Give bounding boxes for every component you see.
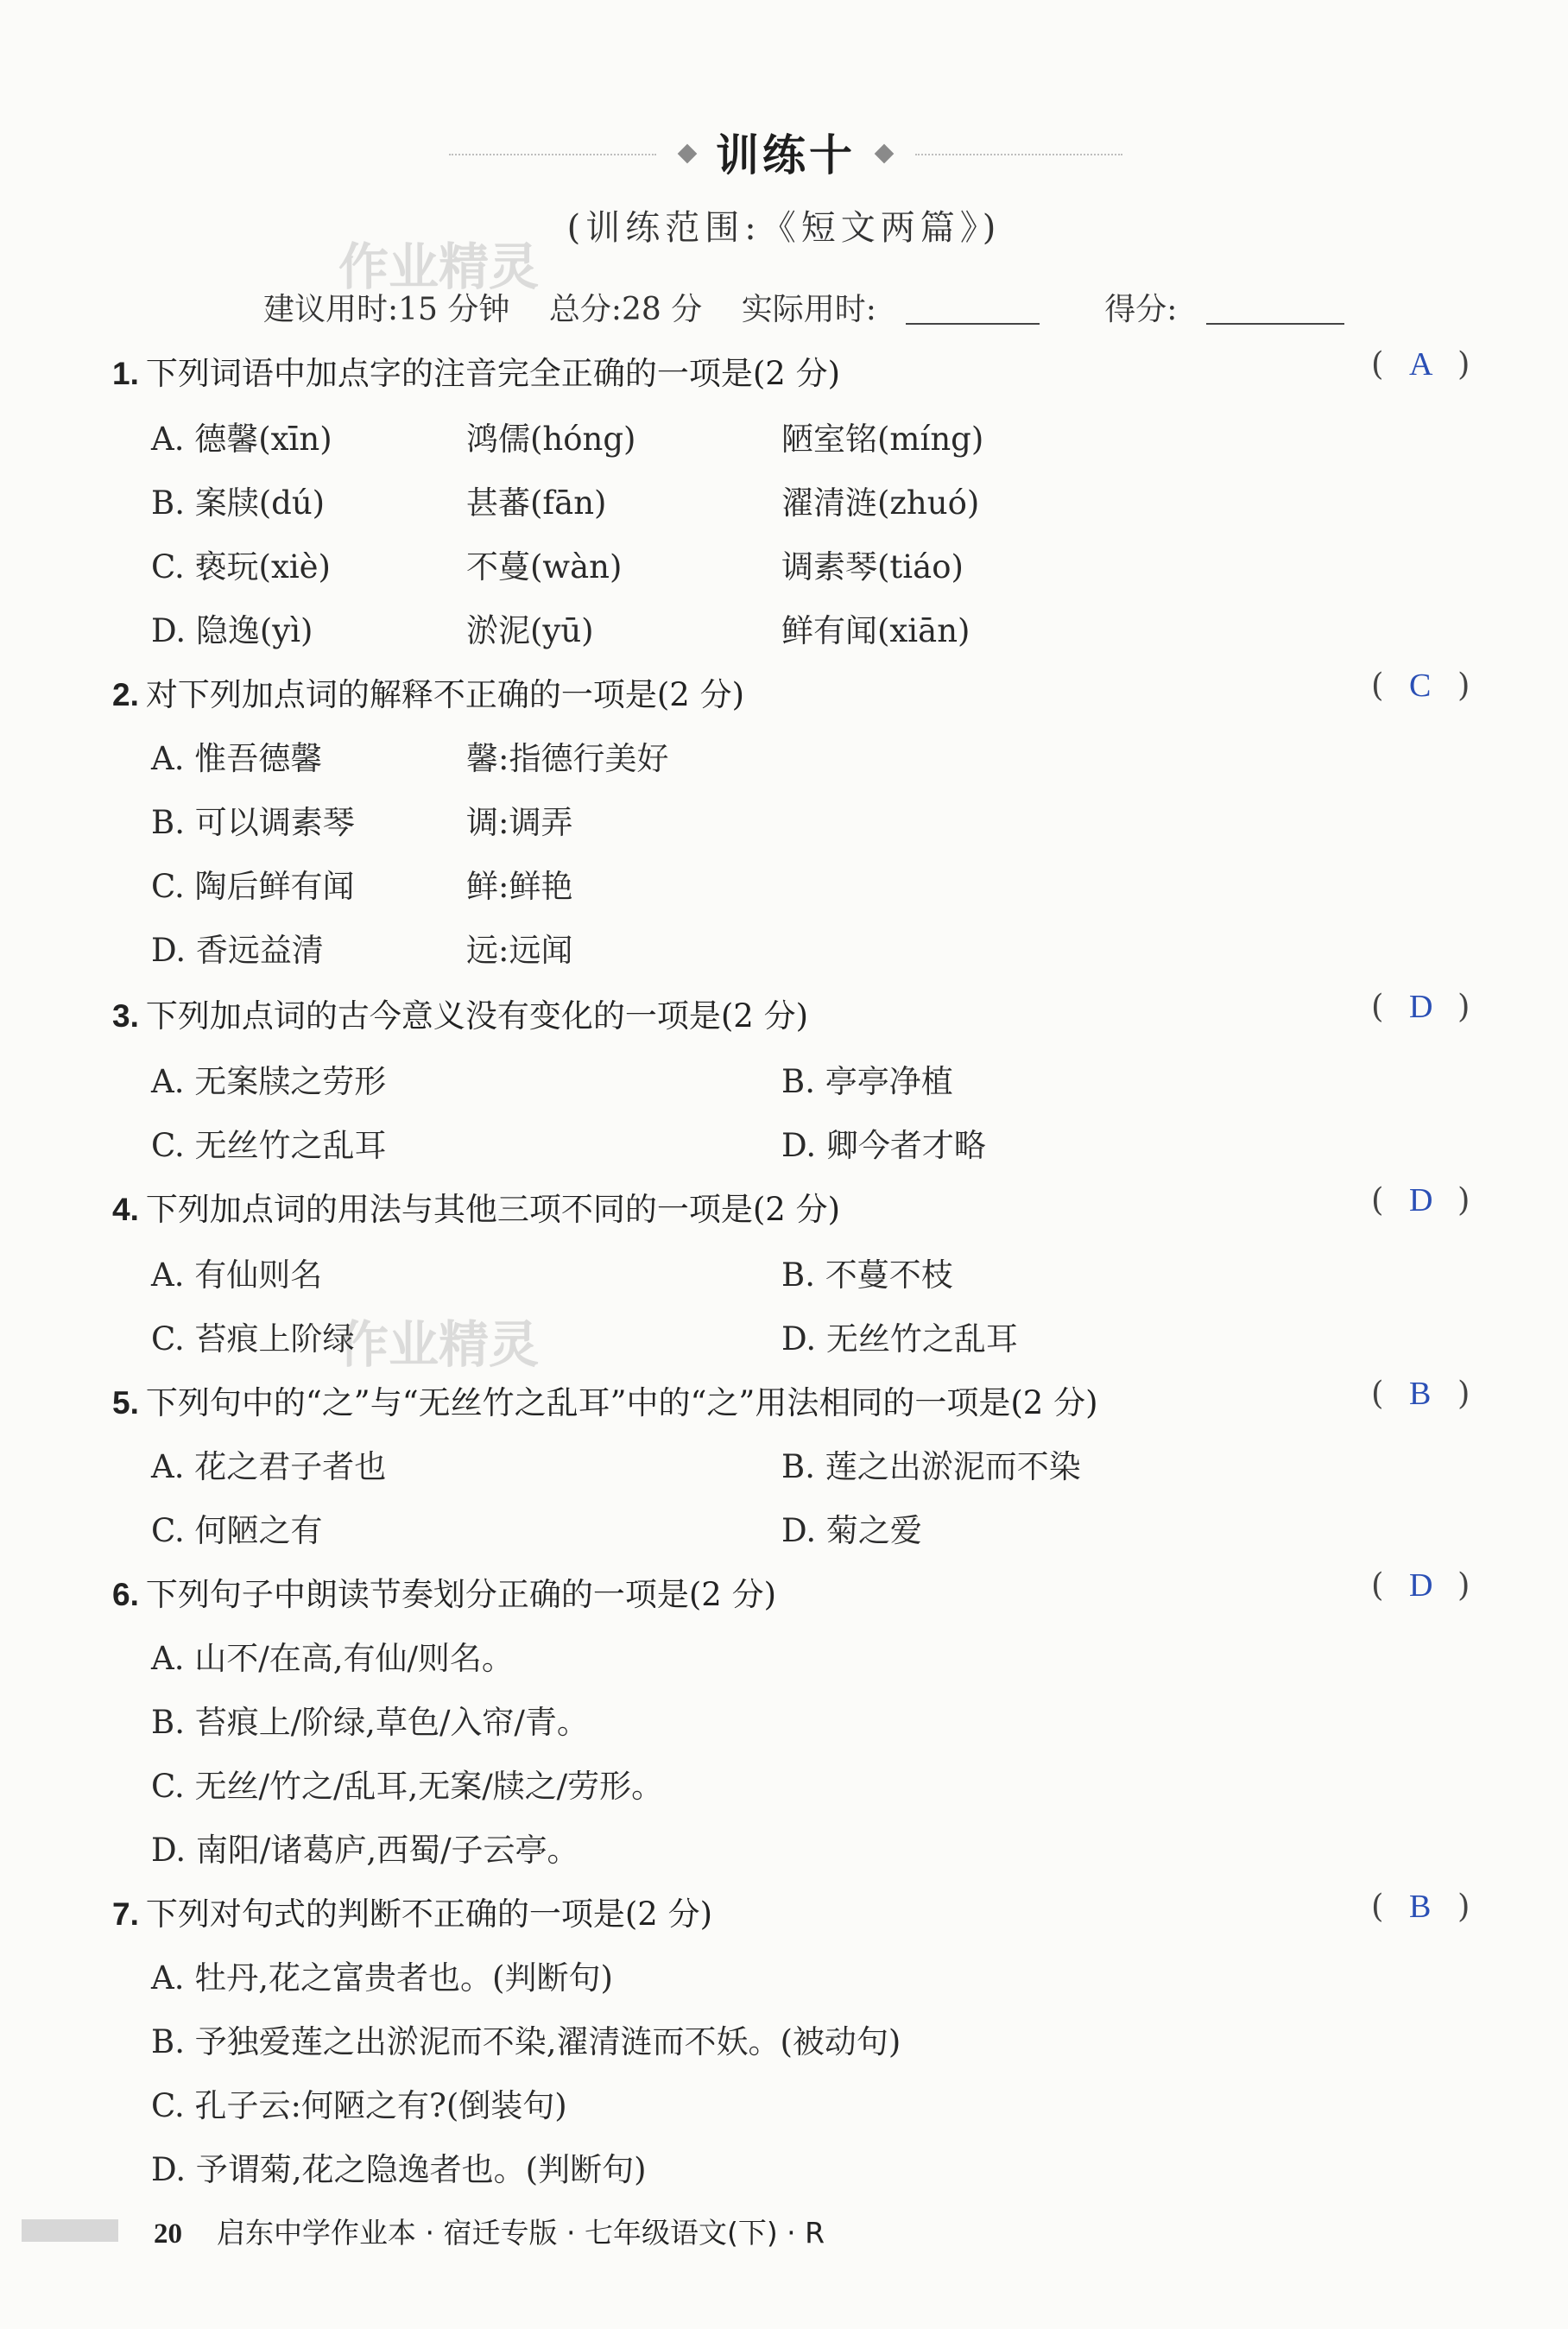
actual-time-label: 实际用时: — [741, 292, 876, 327]
total-score: 总分:28 分 — [548, 292, 703, 327]
meta-row — [263, 285, 1374, 329]
option: D. 香远益清 — [151, 932, 324, 969]
option: B. 不蔓不枝 — [781, 1256, 953, 1294]
question-stem: 2. 对下列加点词的解释不正确的一项是(2 分) — [112, 676, 745, 713]
option: A. 无案牍之劳形 — [151, 1063, 387, 1100]
option-explanation: 远:远闻 — [466, 932, 573, 969]
question-stem: 3. 下列加点词的古今意义没有变化的一项是(2 分) — [112, 997, 809, 1035]
answer-value: D — [1409, 989, 1433, 1025]
divider — [915, 154, 1122, 155]
option: A. 花之君子者也 — [151, 1448, 387, 1485]
option: A. 有仙则名 — [151, 1256, 323, 1294]
worksheet-page: 作业精灵 作业精灵 训练十 (训练范围:《短文两篇》) 建议用时:15 分钟 总分:28 分 实际用时: 得分: 1. 下列词语中加点字的注音完全正确的一项是(2 分) ( A ) A. 德馨(xīn) 鸿儒(hóng) 陋室铭(míng) B. 案牍(dú) 甚蕃(fān) 濯清涟(zhuó) C. 亵玩(xiè) 不蔓(wàn) 调素琴(tiáo) D. 隐逸(yì) 淤泥(yū) 鲜有闻(xiān) 2. 对下列加点词的解释不正确的一项是(2 分) ( C ) A. 惟吾德馨 馨:指德行美好 B. 可以调素琴 调:调弄 C. 陶后鲜有闻 鲜:鲜艳 D. 香远益清 远:远闻 3. 下列加点词的古今意义没有变化的一项是(2 分) ( D ) A. 无案牍之劳形 B. 亭亭净植 C. 无丝竹之乱耳 D. 卿今者才略 4. 下列加点词的用法与其他三项不同的一项是(2 分) ( D ) A. 有仙则名 B. 不蔓不枝 C. 苔痕上阶绿 D. 无丝竹之乱耳 5. 下列句中的“之”与“无丝竹之乱耳”中的“之”用法相同的一项是(2 分) ( B ) A. 花之君子者也 B. 莲之出淤泥而不染 C. 何陋之有 D. 菊之爱 6. 下列句子中朗读节奏划分正确的一项是(2 分) ( D ) A. 山不/在高,有仙/则名。 B. 苔痕上/阶绿,草色/入帘/青。 C. 无丝/竹之/乱耳,无案/牍之/劳形。 D. 南阳/诸葛庐,西蜀/子云亭。 7. 下列对句式的判断不正确的一项是(2 分) ( B ) A. 牡丹,花之富贵者也。(判断句) B. 予独爱莲之出淤泥而不染,濯清涟而不妖。(被动句) C. 孔子云:何陋之有?(倒装句) D. 予谓菊,花之隐逸者也。(判断句) 20 启东中学作业本 · 宿迁专版 · 七年级语文(下) · R — [0, 0, 1568, 2329]
answer-value: A — [1409, 346, 1433, 383]
answer-value: D — [1409, 1567, 1433, 1604]
option: 鸿儒(hóng) — [466, 421, 636, 458]
option: D. 菊之爱 — [781, 1512, 922, 1549]
score-field[interactable] — [1206, 323, 1344, 325]
option: A. 德馨(xīn) — [151, 421, 332, 458]
footer-bar — [22, 2219, 118, 2242]
option: D. 隐逸(yì) — [151, 612, 313, 649]
answer-value: B — [1409, 1889, 1432, 1925]
option: 鲜有闻(xiān) — [781, 612, 971, 649]
option: D. 南阳/诸葛庐,西蜀/子云亭。 — [151, 1832, 579, 1869]
option: 甚蕃(fān) — [466, 484, 607, 522]
option: C. 孔子云:何陋之有?(倒装句) — [151, 2087, 567, 2124]
option: D. 无丝竹之乱耳 — [781, 1320, 1018, 1358]
title-row — [449, 121, 1122, 181]
option: 濯清涟(zhuó) — [781, 484, 980, 522]
option: C. 无丝/竹之/乱耳,无案/牍之/劳形。 — [151, 1768, 664, 1805]
page-title: 训练十 — [716, 130, 856, 180]
page-footer — [154, 2211, 825, 2251]
option: D. 予谓菊,花之隐逸者也。(判断句) — [151, 2151, 647, 2188]
answer-value: D — [1409, 1182, 1433, 1218]
option: 淤泥(yū) — [466, 612, 594, 649]
question-stem: 7. 下列对句式的判断不正确的一项是(2 分) — [112, 1895, 713, 1933]
question-stem: 5. 下列句中的“之”与“无丝竹之乱耳”中的“之”用法相同的一项是(2 分) — [112, 1384, 1098, 1421]
option: A. 惟吾德馨 — [151, 740, 323, 777]
watermark: 作业精灵 — [338, 237, 540, 296]
option: C. 无丝竹之乱耳 — [151, 1127, 387, 1164]
option: B. 苔痕上/阶绿,草色/入帘/青。 — [151, 1704, 589, 1741]
answer-value: B — [1409, 1376, 1432, 1412]
training-range: (训练范围:《短文两篇》) — [566, 208, 1002, 248]
option: B. 亭亭净植 — [781, 1063, 953, 1100]
option: B. 可以调素琴 — [151, 804, 355, 841]
option: C. 陶后鲜有闻 — [151, 868, 355, 905]
answer-value: C — [1409, 668, 1432, 704]
option: C. 亵玩(xiè) — [151, 548, 331, 585]
option-explanation: 馨:指德行美好 — [466, 740, 669, 777]
option: 不蔓(wàn) — [466, 548, 623, 585]
option: A. 山不/在高,有仙/则名。 — [151, 1640, 514, 1677]
option: A. 牡丹,花之富贵者也。(判断句) — [151, 1959, 613, 1997]
option: D. 卿今者才略 — [781, 1127, 986, 1164]
option: B. 予独爱莲之出淤泥而不染,濯清涟而不妖。(被动句) — [151, 2023, 901, 2060]
option: C. 苔痕上阶绿 — [151, 1320, 355, 1358]
option: B. 案牍(dú) — [151, 484, 326, 522]
suggested-time: 建议用时:15 分钟 — [263, 292, 510, 327]
option: B. 莲之出淤泥而不染 — [781, 1448, 1081, 1485]
page-number: 20 — [154, 2218, 182, 2250]
score-label: 得分: — [1104, 292, 1178, 327]
option: C. 何陋之有 — [151, 1512, 323, 1549]
book-title: 启东中学作业本 · 宿迁专版 · 七年级语文(下) · R — [217, 2216, 825, 2250]
watermark: 作业精灵 — [338, 1315, 540, 1374]
option: 调素琴(tiáo) — [781, 548, 964, 585]
question-stem: 4. 下列加点词的用法与其他三项不同的一项是(2 分) — [112, 1191, 841, 1228]
option-explanation: 调:调弄 — [466, 804, 573, 841]
question-stem: 1. 下列词语中加点字的注音完全正确的一项是(2 分) — [112, 355, 841, 392]
actual-time-field[interactable] — [906, 323, 1040, 325]
option-explanation: 鲜:鲜艳 — [466, 868, 573, 905]
option: 陋室铭(míng) — [781, 421, 984, 458]
question-stem: 6. 下列句子中朗读节奏划分正确的一项是(2 分) — [112, 1576, 777, 1613]
